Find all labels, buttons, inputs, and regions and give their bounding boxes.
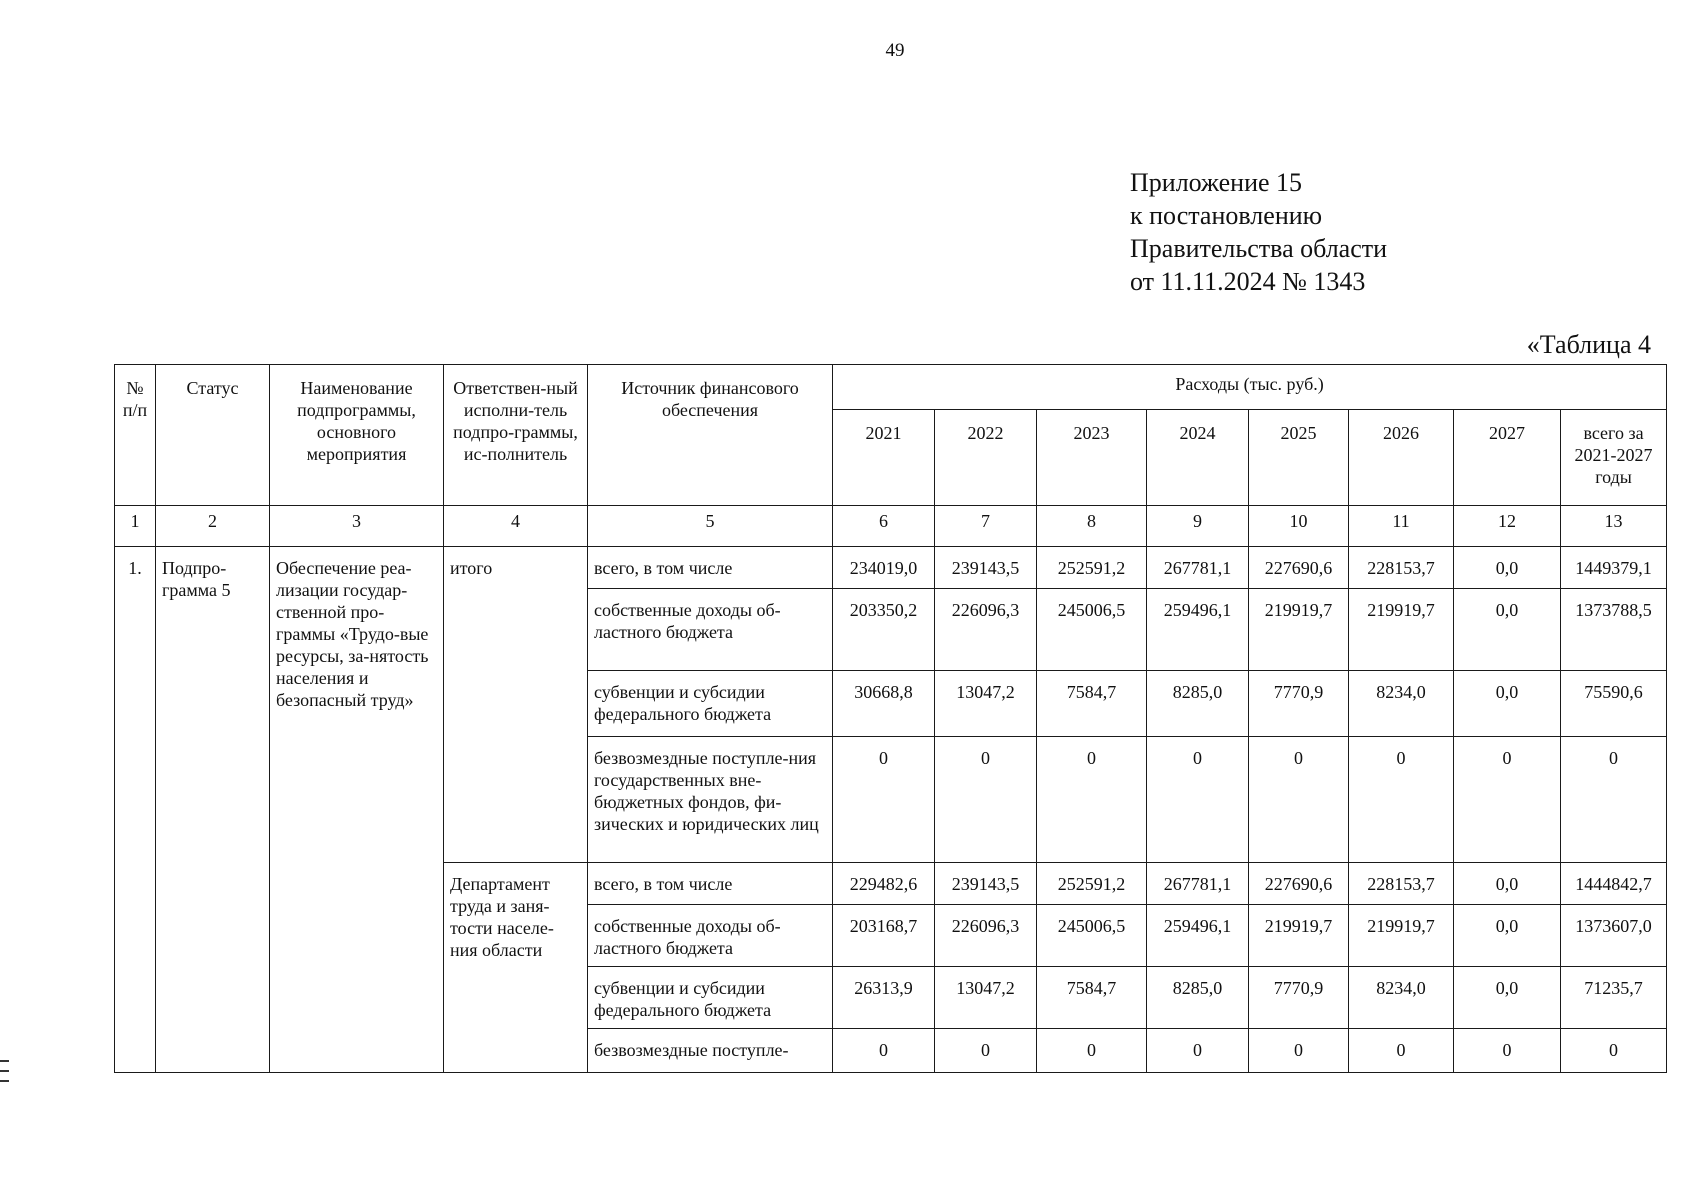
value-cell: 252591,2 [1037,863,1147,905]
value-cell: 228153,7 [1349,547,1454,589]
header-year-7: всего за 2021-2027 годы [1561,410,1667,506]
value-cell: 0,0 [1454,863,1561,905]
value-cell: 0 [935,1029,1037,1073]
value-cell: 1444842,7 [1561,863,1667,905]
item-number: 1. [115,547,156,1073]
appendix-line-1: Приложение 15 [1130,168,1303,197]
appendix-line-2: к постановлению [1130,201,1323,230]
value-cell: 245006,5 [1037,905,1147,967]
value-cell: 8234,0 [1349,967,1454,1029]
appendix-line-4: от 11.11.2024 № 1343 [1130,267,1366,296]
header-year-6: 2027 [1454,410,1561,506]
value-cell: 219919,7 [1249,905,1349,967]
value-cell: 75590,6 [1561,671,1667,737]
header-status: Статус [156,365,270,506]
source-cell: субвенции и субсидии федерального бюджета [588,967,833,1029]
header-source: Источник финансового обеспечения [588,365,833,506]
column-number-11: 11 [1349,506,1454,547]
value-cell: 0 [833,1029,935,1073]
column-number-2: 2 [156,506,270,547]
value-cell: 227690,6 [1249,863,1349,905]
value-cell: 219919,7 [1349,589,1454,671]
header-num: № п/п [115,365,156,506]
column-number-8: 8 [1037,506,1147,547]
value-cell: 219919,7 [1249,589,1349,671]
value-cell: 0 [1454,737,1561,863]
value-cell: 0 [935,737,1037,863]
header-year-2: 2023 [1037,410,1147,506]
value-cell: 259496,1 [1147,589,1249,671]
column-number-13: 13 [1561,506,1667,547]
source-cell: безвозмездные поступле-ния государственных вне-бюджетных фондов, фи-зических и юридических лиц [588,737,833,863]
value-cell: 0 [1561,737,1667,863]
header-expenses: Расходы (тыс. руб.) [833,365,1667,410]
executor-cell: Департамент труда и заня-тости населе-ния области [444,863,588,1073]
appendix-line-3: Правительства области [1130,234,1388,263]
value-cell: 228153,7 [1349,863,1454,905]
value-cell: 1373788,5 [1561,589,1667,671]
value-cell: 0 [1147,737,1249,863]
value-cell: 0 [1147,1029,1249,1073]
value-cell: 234019,0 [833,547,935,589]
value-cell: 203350,2 [833,589,935,671]
value-cell: 0,0 [1454,905,1561,967]
value-cell: 0 [1249,1029,1349,1073]
value-cell: 8234,0 [1349,671,1454,737]
value-cell: 0,0 [1454,671,1561,737]
value-cell: 0 [1454,1029,1561,1073]
value-cell: 252591,2 [1037,547,1147,589]
value-cell: 8285,0 [1147,967,1249,1029]
header-executor: Ответствен-ный исполни-тель подпро-граммы, ис-полнитель [444,365,588,506]
value-cell: 7584,7 [1037,671,1147,737]
column-number-10: 10 [1249,506,1349,547]
column-number-12: 12 [1454,506,1561,547]
table-row [115,547,1667,589]
header-year-4: 2025 [1249,410,1349,506]
header-year-3: 2024 [1147,410,1249,506]
value-cell: 0 [1249,737,1349,863]
value-cell: 0 [1561,1029,1667,1073]
value-cell: 13047,2 [935,967,1037,1029]
budget-table [114,364,1667,1073]
value-cell: 203168,7 [833,905,935,967]
value-cell: 0 [1037,737,1147,863]
value-cell: 0,0 [1454,967,1561,1029]
value-cell: 0,0 [1454,589,1561,671]
item-status: Подпро-грамма 5 [156,547,270,1073]
value-cell: 0 [1349,737,1454,863]
source-cell: всего, в том числе [588,547,833,589]
value-cell: 227690,6 [1249,547,1349,589]
value-cell: 7770,9 [1249,671,1349,737]
value-cell: 0 [833,737,935,863]
table-caption: «Таблица 4 [1526,330,1651,359]
value-cell: 13047,2 [935,671,1037,737]
value-cell: 0 [1349,1029,1454,1073]
value-cell: 1449379,1 [1561,547,1667,589]
value-cell: 7770,9 [1249,967,1349,1029]
source-cell: всего, в том числе [588,863,833,905]
value-cell: 30668,8 [833,671,935,737]
value-cell: 7584,7 [1037,967,1147,1029]
value-cell: 267781,1 [1147,547,1249,589]
appendix-heading [1130,166,1387,298]
header-year-1: 2022 [935,410,1037,506]
header-year-5: 2026 [1349,410,1454,506]
source-cell: собственные доходы об-ластного бюджета [588,905,833,967]
value-cell: 226096,3 [935,905,1037,967]
value-cell: 239143,5 [935,863,1037,905]
column-number-1: 1 [115,506,156,547]
value-cell: 239143,5 [935,547,1037,589]
source-cell: собственные доходы об-ластного бюджета [588,589,833,671]
value-cell: 226096,3 [935,589,1037,671]
column-number-9: 9 [1147,506,1249,547]
column-number-7: 7 [935,506,1037,547]
value-cell: 259496,1 [1147,905,1249,967]
column-number-5: 5 [588,506,833,547]
value-cell: 267781,1 [1147,863,1249,905]
column-number-6: 6 [833,506,935,547]
value-cell: 0 [1037,1029,1147,1073]
value-cell: 0,0 [1454,547,1561,589]
executor-cell: итого [444,547,588,863]
value-cell: 1373607,0 [1561,905,1667,967]
value-cell: 8285,0 [1147,671,1249,737]
source-cell: субвенции и субсидии федерального бюджета [588,671,833,737]
margin-marks [0,1060,10,1090]
page-number: 49 [885,40,905,61]
header-year-0: 2021 [833,410,935,506]
value-cell: 229482,6 [833,863,935,905]
value-cell: 71235,7 [1561,967,1667,1029]
value-cell: 219919,7 [1349,905,1454,967]
item-name: Обеспечение реа-лизации государ-ственной про-граммы «Трудо-вые ресурсы, за-нятость населения и безопасный труд» [270,547,444,1073]
source-cell: безвозмездные поступле- [588,1029,833,1073]
value-cell: 26313,9 [833,967,935,1029]
column-number-3: 3 [270,506,444,547]
header-name: Наименование подпрограммы, основного мероприятия [270,365,444,506]
value-cell: 245006,5 [1037,589,1147,671]
column-number-4: 4 [444,506,588,547]
